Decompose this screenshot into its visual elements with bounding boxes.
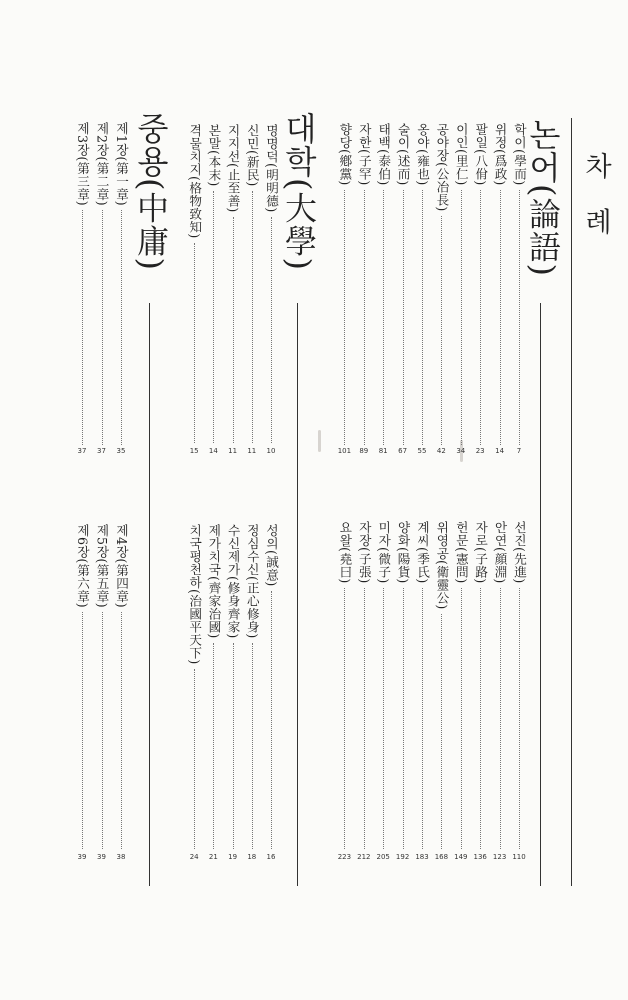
page-number: 23	[475, 447, 485, 455]
page-number: 192	[395, 853, 410, 861]
toc-entry-label: 지지선(止至善)	[225, 124, 241, 213]
page-number: 39	[77, 853, 87, 861]
page-number: 14	[208, 447, 218, 455]
dot-leader	[344, 190, 345, 445]
toc-entry-label: 옹야(雍也)	[415, 123, 430, 186]
page-number: 10	[266, 447, 276, 455]
page-number: 205	[376, 853, 390, 861]
toc-entry-label: 제3장(第三章)	[75, 122, 90, 207]
dot-leader	[271, 591, 272, 849]
toc-entry-label: 헌문(憲問)	[453, 521, 469, 584]
section-rule-nonyu	[540, 303, 541, 886]
toc-entry-label: 미자(微子)	[376, 521, 392, 584]
section-rule-daehak	[297, 303, 298, 886]
page-number: 14	[495, 447, 505, 455]
dot-leader	[271, 217, 272, 443]
page-number: 42	[436, 447, 446, 455]
toc-entry-label: 자로(子路)	[473, 521, 489, 584]
section-title-nonyu: 논어(論語)	[524, 118, 562, 277]
page-number: 89	[359, 447, 369, 455]
dot-leader	[344, 588, 345, 849]
page-number: 7	[516, 447, 522, 455]
toc-entry-label: 제1장(第一章)	[114, 122, 129, 207]
page-number: 136	[473, 853, 487, 861]
dot-leader	[461, 588, 462, 849]
toc-entry-label: 본말(本末)	[206, 124, 222, 187]
dot-leader	[82, 612, 83, 849]
toc-entry-label: 자장(子張)	[356, 521, 372, 584]
toc-entry-label: 제4장(第四章)	[114, 524, 129, 609]
toc-entry-label: 팔일(八佾)	[473, 123, 489, 186]
dot-leader	[383, 190, 384, 445]
dot-leader	[252, 191, 253, 443]
toc-entry-label: 계씨(季氏)	[415, 521, 430, 584]
dot-leader	[252, 643, 253, 849]
toc-entry-label: 제2장(第二章)	[94, 122, 110, 207]
page-number: 24	[189, 853, 199, 861]
page-number: 18	[247, 853, 257, 861]
dot-leader	[121, 210, 122, 445]
toc-entry-label: 위정(爲政)	[492, 123, 508, 186]
toc-entry-label: 태백(泰伯)	[376, 123, 392, 186]
toc-entry-label: 향당(鄕黨)	[337, 123, 353, 186]
dot-leader	[364, 588, 365, 849]
dot-leader	[422, 588, 423, 849]
dot-leader	[102, 210, 103, 445]
section-title-daehak: 대학(大學)	[280, 112, 318, 271]
toc-entry-label: 성의(誠意)	[264, 524, 279, 587]
dot-leader	[519, 588, 520, 849]
page-number: 168	[434, 853, 449, 861]
toc-entry-label: 술이(述而)	[395, 123, 411, 186]
toc-entry-label: 격물치지(格物致知)	[187, 124, 203, 239]
dot-leader	[194, 243, 195, 443]
toc-entry-label: 신민(新民)	[244, 124, 260, 187]
dot-leader	[364, 190, 365, 445]
page-number: 16	[266, 853, 276, 861]
page-number: 223	[337, 853, 352, 861]
toc-entry-label: 양화(陽貨)	[395, 521, 411, 584]
dot-leader	[121, 612, 122, 849]
dot-leader	[461, 190, 462, 445]
page-title: 차 례	[580, 152, 611, 245]
dot-leader	[383, 588, 384, 849]
page-number: 38	[116, 853, 126, 861]
dot-leader	[213, 643, 214, 849]
page-number: 21	[208, 853, 218, 861]
page-number: 67	[398, 447, 408, 455]
toc-entry-label: 제6장(第六章)	[75, 524, 90, 609]
toc-entry-label: 수신제가(修身齊家)	[225, 524, 241, 639]
section-rule-jungyong	[149, 303, 150, 886]
toc-entry-label: 제가치국(齊家治國)	[206, 524, 222, 639]
toc-entry-label: 요왈(堯曰)	[337, 521, 353, 584]
dot-leader	[500, 190, 501, 445]
dot-leader	[441, 216, 442, 445]
dot-leader	[500, 588, 501, 849]
page-number: 37	[77, 447, 87, 455]
page-number: 11	[247, 447, 257, 455]
dot-leader	[233, 643, 234, 849]
dot-leader	[82, 210, 83, 445]
dot-leader	[194, 669, 195, 849]
dot-leader	[480, 190, 481, 445]
page-number: 81	[378, 447, 388, 455]
page-number: 19	[228, 853, 238, 861]
page-number: 110	[512, 853, 526, 861]
dot-leader	[480, 588, 481, 849]
smudge-mark	[318, 430, 321, 452]
page-number: 11	[228, 447, 238, 455]
page-number: 39	[97, 853, 106, 861]
toc-entry-label: 학이(學而)	[512, 123, 527, 186]
page-number: 35	[116, 447, 126, 455]
dot-leader	[422, 190, 423, 445]
toc-entry-label: 명명덕(明明德)	[264, 124, 279, 213]
toc-entry-label: 선진(先進)	[512, 521, 527, 584]
toc-entry-label: 정심수신(正心修身)	[244, 524, 260, 639]
toc-entry-label: 치국평천하(治國平天下)	[187, 524, 203, 665]
page-number: 34	[456, 447, 466, 455]
vertical-rule	[571, 118, 572, 886]
page-number: 123	[492, 853, 507, 861]
dot-leader	[403, 190, 404, 445]
dot-leader	[233, 217, 234, 443]
dot-leader	[403, 588, 404, 849]
dot-leader	[213, 191, 214, 443]
toc-entry-label: 위영공(衛靈公)	[434, 521, 450, 610]
toc-entry-label: 자한(子罕)	[356, 123, 372, 186]
page-number: 212	[357, 853, 371, 861]
page-number: 183	[415, 853, 429, 861]
toc-entry-label: 이인(里仁)	[453, 123, 469, 186]
dot-leader	[519, 190, 520, 445]
page-number: 149	[454, 853, 468, 861]
dot-leader	[102, 612, 103, 849]
page-number: 37	[97, 447, 106, 455]
page-number: 55	[417, 447, 427, 455]
section-title-jungyong: 중용(中庸)	[132, 112, 170, 271]
toc-entry-label: 제5장(第五章)	[94, 524, 110, 609]
toc-entry-label: 안연(顔淵)	[492, 521, 508, 584]
toc-entry-label: 공야장(公冶長)	[434, 123, 450, 212]
page-number: 15	[189, 447, 199, 455]
page-number: 101	[337, 447, 352, 455]
dot-leader	[441, 614, 442, 849]
